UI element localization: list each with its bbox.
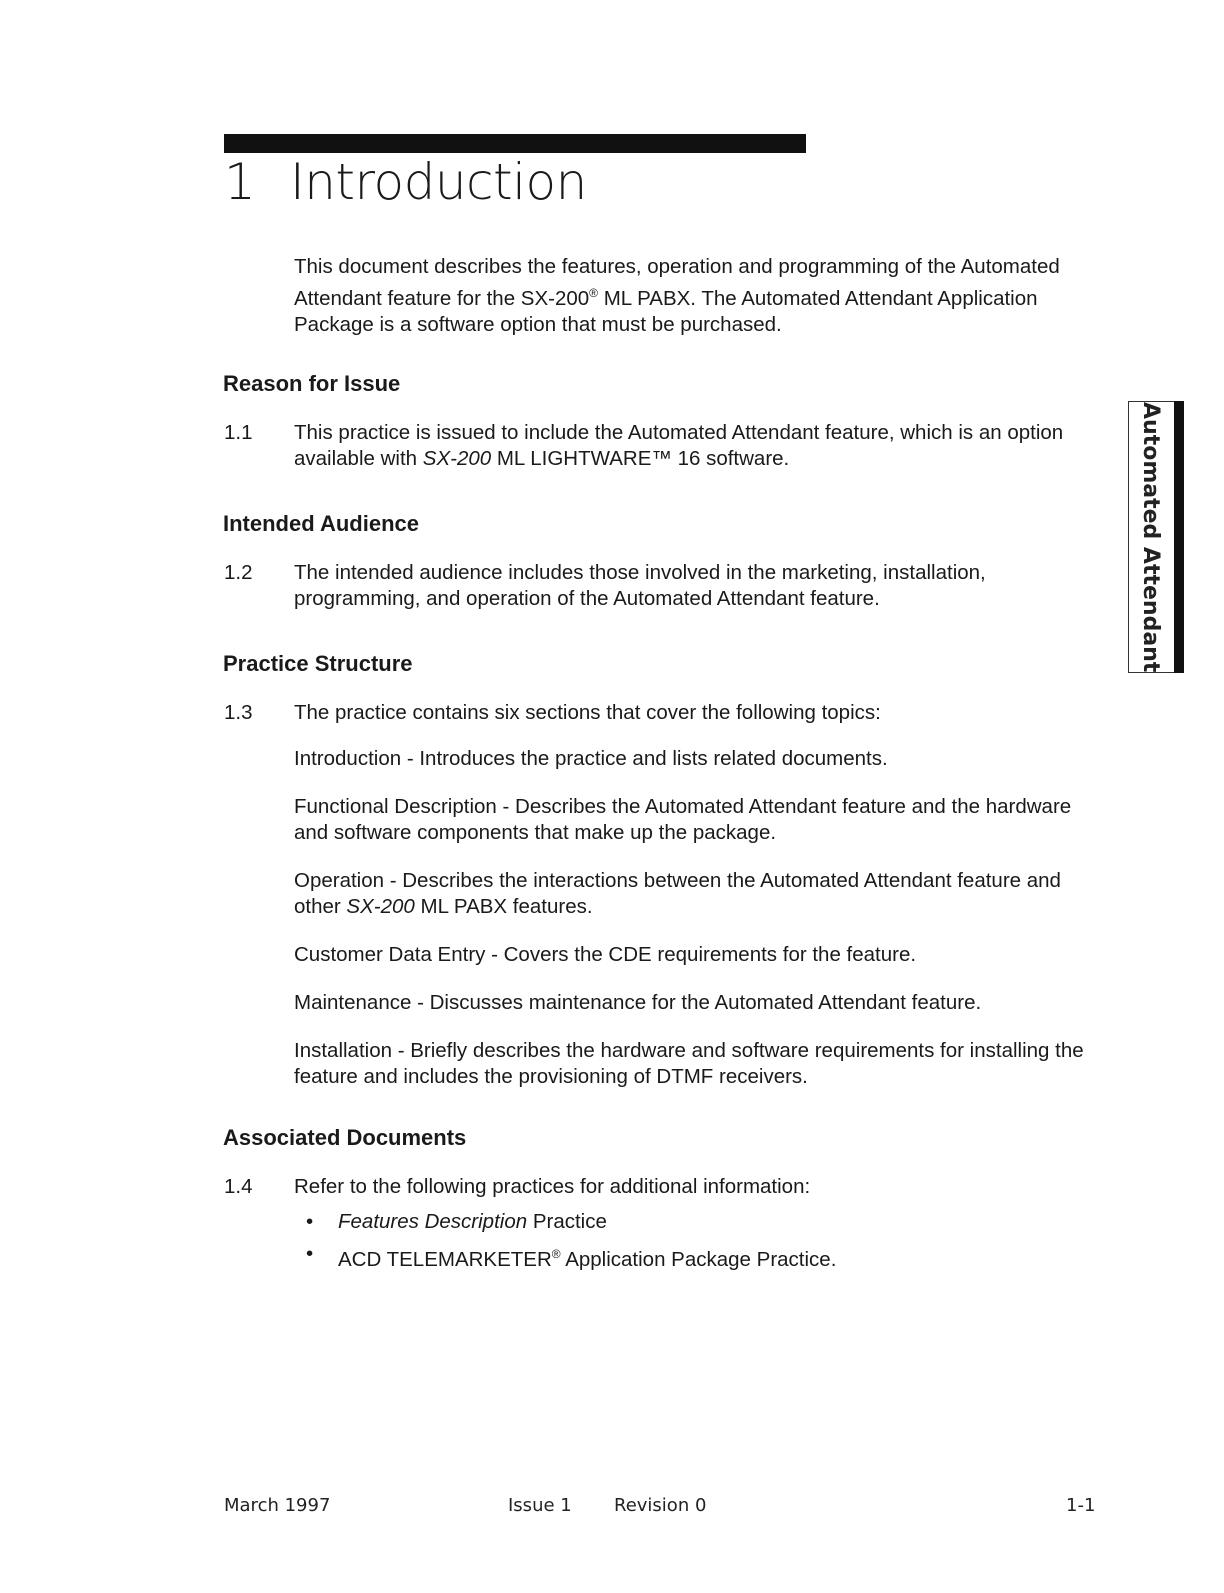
para-number-1-2: 1.2 — [224, 561, 253, 584]
section-heading-associated: Associated Documents — [223, 1125, 467, 1150]
section-heading-audience: Intended Audience — [223, 511, 419, 536]
topic-item: Introduction - Introduces the practice and lists related documents. — [294, 747, 888, 770]
footer-issue: Issue 1 — [508, 1495, 572, 1516]
para-number-1-3: 1.3 — [224, 701, 253, 724]
associated-docs-list — [300, 1206, 836, 1276]
chapter-title: Introduction — [290, 153, 587, 211]
topic-item: Customer Data Entry - Covers the CDE requirements for the feature. — [294, 943, 917, 966]
para-text-1-1: This practice is issued to include the Automated Attendant feature, which is an option available with SX-200 ML LIGHTWARE™ 16 software. — [294, 421, 1064, 470]
para-lead: The practice contains six sections that cover the following topics: — [294, 701, 881, 724]
topic-item: Operation - Describes the interactions between the Automated Attendant feature and other SX-200 ML PABX features. — [294, 869, 1061, 918]
intro-paragraph: This document describes the features, operation and programming of the Automated Attendant feature for the SX-200® ML PABX. The Automated Attendant Application Package is a software option that must be purchased. — [294, 255, 1060, 336]
para-number-1-1: 1.1 — [224, 421, 253, 444]
footer-revision: Revision 0 — [614, 1495, 707, 1516]
chapter-number: 1 — [224, 153, 256, 211]
list-item: • ACD TELEMARKETER® Application Package Practice. — [300, 1238, 836, 1276]
side-tab-bar — [1174, 401, 1184, 673]
footer-date: March 1997 — [224, 1495, 331, 1516]
topic-item: Maintenance - Discusses maintenance for the Automated Attendant feature. — [294, 991, 982, 1014]
list-item: • Features Description Practice — [300, 1206, 836, 1238]
para-text-1-4: Refer to the following practices for additional information: — [294, 1175, 811, 1198]
section-heading-reason: Reason for Issue — [223, 371, 401, 396]
para-text-1-2: The intended audience includes those involved in the marketing, installation, programming, and operation of the Automated Attendant feature. — [294, 561, 986, 610]
section-heading-structure: Practice Structure — [223, 651, 413, 676]
side-tab-label: Automated Attendant — [1138, 401, 1163, 673]
bullet-icon: • — [306, 1242, 314, 1265]
footer-page-number: 1-1 — [1066, 1495, 1096, 1516]
topic-item: Installation - Briefly describes the hardware and software requirements for installing the feature and includes the provisioning of DTMF receivers. — [294, 1039, 1084, 1088]
topic-item: Functional Description - Describes the Automated Attendant feature and the hardware and software components that make up the package. — [294, 795, 1072, 844]
para-number-1-4: 1.4 — [224, 1175, 253, 1198]
para-text-1-3 — [294, 700, 1106, 1112]
bullet-icon: • — [306, 1210, 314, 1233]
